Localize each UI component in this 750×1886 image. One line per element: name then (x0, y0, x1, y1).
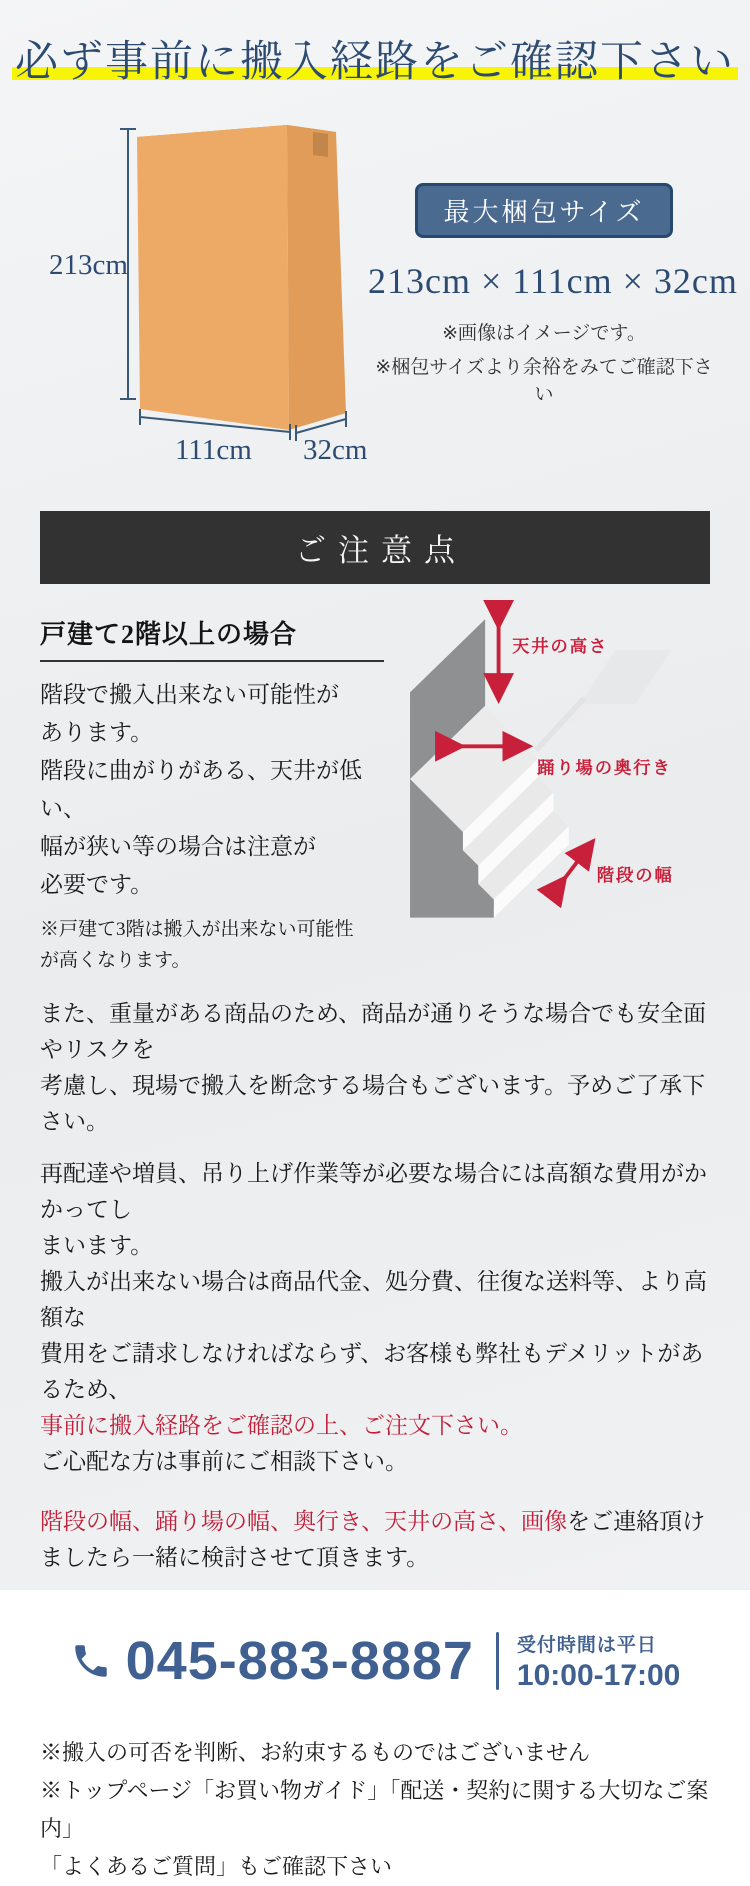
caution-banner-title: ご注意点 (295, 533, 467, 568)
stairs-illustration-wrap (390, 600, 740, 976)
box-height-label: 213cm (49, 249, 128, 281)
footer-note-line: ※トップページ「お買い物ガイド」「配送・契約に関する大切なご案内」 (40, 1778, 709, 1841)
page-title-text: 必ず事前に搬入経路をご確認下さい (12, 39, 738, 86)
caution-body-line: 階段に曲がりがある、天井が低い、 (40, 758, 362, 821)
footer-notes (40, 1734, 710, 1886)
stair-width-arrow (564, 843, 592, 880)
max-package-size-badge: 最大梱包サイズ (415, 183, 674, 238)
paragraph-line-emphasis: 事前に搬入経路をご確認の上、ご注文下さい。 (40, 1413, 523, 1438)
box-width-label: 111cm (175, 434, 252, 466)
paragraph-line: まいます。 (40, 1233, 154, 1258)
paragraph-line: 考慮し、現場で搬入を断念する場合もございます。予めご了承下さい。 (40, 1073, 706, 1134)
phone-icon (70, 1640, 112, 1682)
page-title (0, 0, 750, 89)
caution-heading: 戸建て2階以上の場合 (40, 614, 384, 662)
paragraph-emphasis: 階段の幅、踊り場の幅、奥行き、天井の高さ、画像 (40, 1509, 568, 1534)
package-size-figure (0, 111, 750, 466)
caution-note-line: が高くなります。 (40, 950, 191, 971)
caution-section (40, 614, 740, 976)
phone-hours (517, 1630, 680, 1693)
phone-number[interactable]: 045-883-8887 (125, 1631, 474, 1691)
caution-banner (40, 511, 710, 584)
caution-body-line: 必要です。 (40, 872, 154, 897)
phone-divider (496, 1632, 499, 1690)
paragraph-cost-warning (40, 1156, 710, 1480)
paragraph-contact-request (40, 1504, 710, 1576)
box-handle-hole (313, 132, 328, 157)
paragraph-line: また、重量がある商品のため、商品が通りそうな場合でも安全面やリスクを (40, 1001, 707, 1062)
ceiling-height-label: 天井の高さ (512, 635, 609, 656)
package-note-margin: ※梱包サイズより余裕をみてご確認下さい (375, 357, 713, 405)
phone-hours-time: 10:00-17:00 (516, 1658, 681, 1692)
caution-body-line: あります。 (40, 720, 154, 745)
paragraph-line: ご心配な方は事前にご相談下さい。 (40, 1449, 408, 1474)
stair-width-label: 階段の幅 (596, 865, 674, 886)
upper-flight-shape (579, 650, 671, 704)
caution-note (40, 914, 384, 976)
paragraph-line: 費用をご請求しなければならず、お客様も弊社もデメリットがあるため、 (40, 1341, 704, 1402)
paragraph-line: 再配達や増員、吊り上げ作業等が必要な場合には高額な費用がかかってし (40, 1161, 707, 1222)
box-front-face (137, 125, 289, 430)
package-dimensions: 213cm × 111cm × 32cm (368, 261, 738, 301)
landing-depth-label: 踊り場の奥行き (537, 757, 672, 778)
paragraph-weight-risk (40, 996, 710, 1140)
paragraph-text: をご連絡頂けましたら一緒に検討させて頂きます。 (40, 1509, 706, 1570)
package-info (368, 183, 738, 406)
footer-note-line: 「よくあるご質問」もご確認下さい (40, 1854, 393, 1879)
phone-contact-card (38, 1606, 712, 1716)
package-note-image: ※画像はイメージです。 (442, 323, 646, 344)
caution-text-column (40, 614, 384, 976)
caution-note-line: ※戸建て3階は搬入が出来ない可能性 (40, 919, 354, 940)
upper-flight-rail (534, 696, 586, 752)
box-depth-label: 32cm (303, 434, 368, 466)
caution-body-line: 階段で搬入出来ない可能性が (40, 682, 339, 707)
caution-body (40, 676, 384, 904)
stairs-illustration (390, 600, 740, 908)
footer-note-line: ※搬入の可否を判断、お約束するものではございません (40, 1740, 591, 1765)
caution-body-line: 幅が狭い等の場合は注意が (40, 834, 316, 859)
paragraph-line: 搬入が出来ない場合は商品代金、処分費、往復な送料等、より高額な (40, 1269, 707, 1330)
phone-hours-days: 受付時間は平日 (516, 1634, 657, 1656)
box-side-face (287, 125, 346, 430)
cardboard-box-illustration (25, 111, 375, 466)
